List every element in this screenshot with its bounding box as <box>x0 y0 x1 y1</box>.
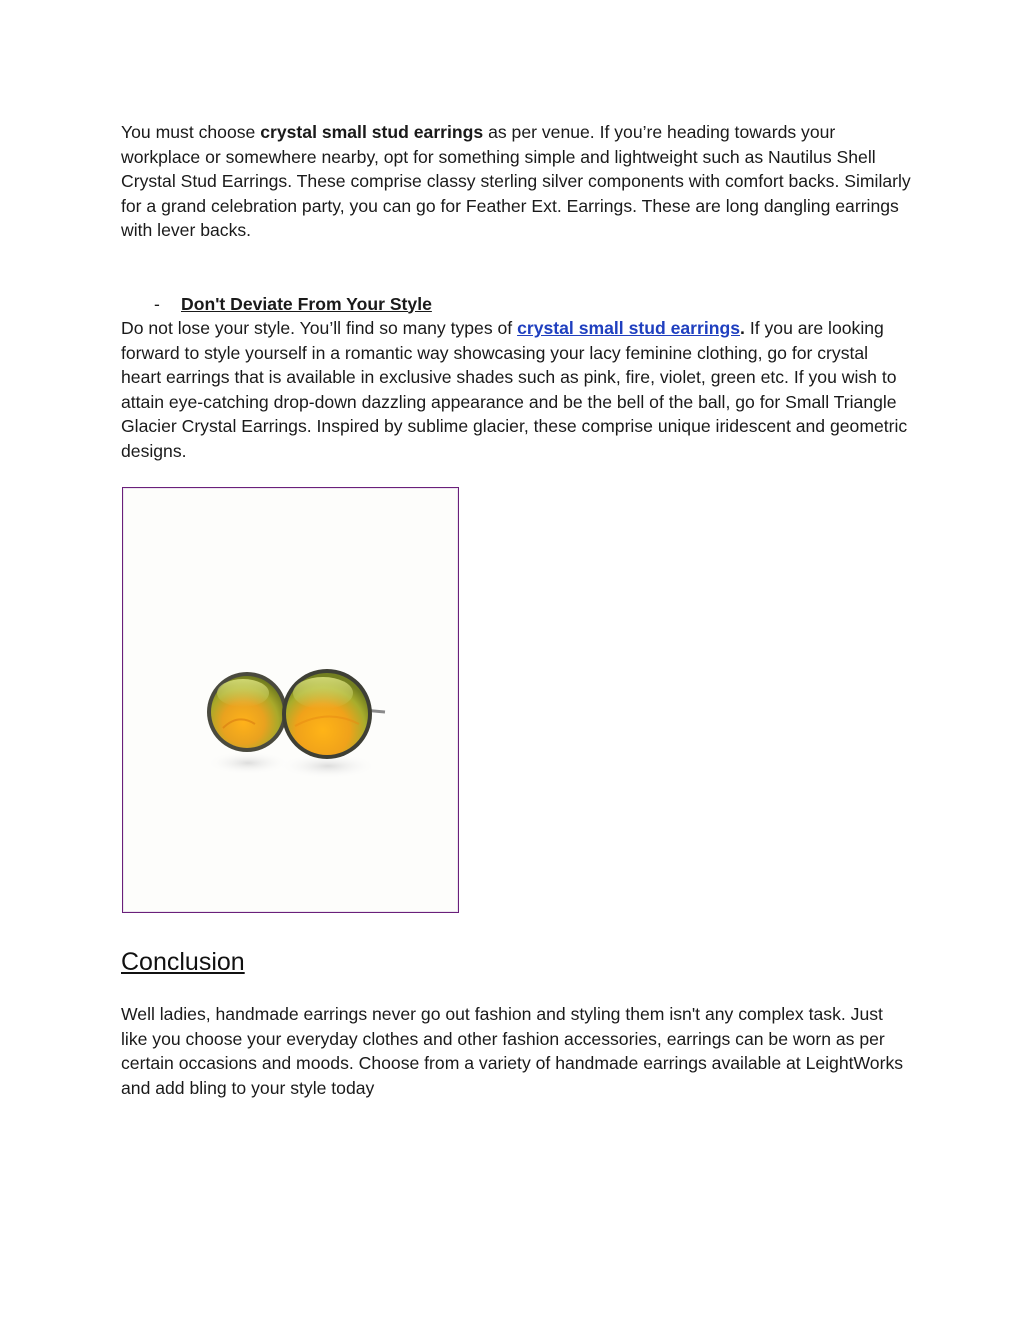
intro-text-start: You must choose <box>121 122 261 142</box>
document-page <box>121 120 911 1100</box>
bullet-dash: - <box>154 293 160 314</box>
crystal-earrings-link[interactable]: crystal small stud earrings <box>517 318 741 338</box>
right-earring <box>282 669 385 759</box>
conclusion-paragraph: Well ladies, handmade earrings never go out fashion and styling them isn't any complex task. Just like you choose your everyday clothes and other fashion accessories, earrings can be worn as per certain occasions and moods. Choose from a variety of handmade earrings available at LeightWorks and add bling to your style today <box>121 1004 904 1098</box>
style-section-heading: Don't Deviate From Your Style <box>181 293 432 314</box>
intro-paragraph <box>121 120 911 243</box>
reflection-left <box>206 751 290 775</box>
earrings-product-image <box>122 487 459 913</box>
stud-earrings-illustration <box>123 488 458 912</box>
style-paragraph <box>121 316 911 463</box>
intro-text-end: as per venue. If you’re heading towards your workplace or somewhere nearby, opt for something simple and lightweight such as Nautilus Shell Crystal Stud Earrings. These comprise classy sterling silver components with comfort backs. Similarly for a grand celebration party, you can go for Feather Ext. Earrings. These are long dangling earrings with lever backs. <box>121 122 911 240</box>
style-text-end: If you are looking forward to style yourself in a romantic way showcasing your lacy feminine clothing, go for crystal heart earrings that is available in exclusive shades such as pink, fire, violet, green etc. If you wish to attain eye-catching drop-down dazzling appearance and be the bell of the ball, go for Small Triangle Glacier Crystal Earrings. Inspired by sublime glacier, these comprise unique iridescent and geometric designs. <box>121 318 908 461</box>
style-section-heading-line <box>121 292 911 317</box>
conclusion-heading: Conclusion <box>121 948 245 976</box>
left-earring <box>207 672 287 752</box>
style-link-period: . <box>740 318 745 338</box>
intro-bold-keyword: crystal small stud earrings <box>260 122 484 142</box>
style-text-start: Do not lose your style. You’ll find so many types of <box>121 318 518 338</box>
